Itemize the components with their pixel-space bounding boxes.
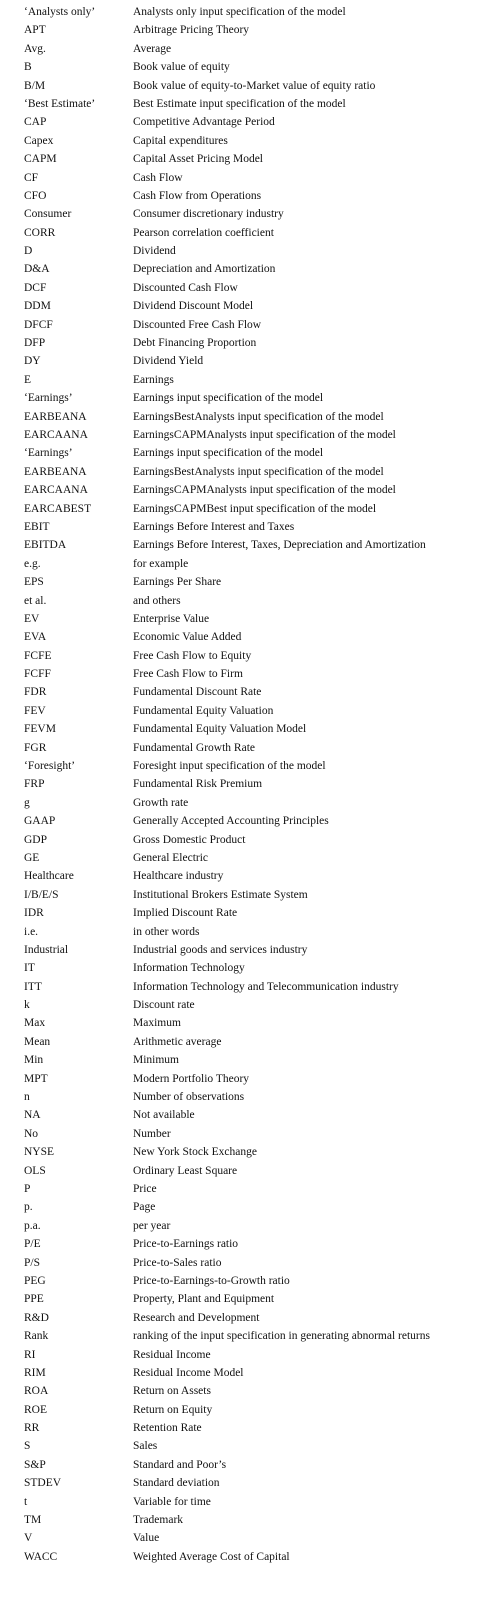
abbreviation-term: p.a. bbox=[24, 1219, 41, 1232]
abbreviation-term: S&P bbox=[24, 1458, 46, 1471]
abbreviation-definition: Retention Rate bbox=[133, 1422, 202, 1435]
abbreviation-definition: and others bbox=[133, 594, 181, 607]
abbreviation-term: FGR bbox=[24, 741, 47, 754]
abbreviation-row bbox=[0, 1033, 490, 1051]
abbreviation-row bbox=[0, 1364, 490, 1382]
abbreviation-term: t bbox=[24, 1495, 28, 1508]
abbreviation-term: Capex bbox=[24, 134, 54, 147]
abbreviation-row bbox=[0, 1014, 490, 1032]
abbreviation-definition: Economic Value Added bbox=[133, 631, 242, 644]
abbreviation-term: APT bbox=[24, 24, 46, 37]
abbreviation-term: k bbox=[24, 999, 30, 1012]
abbreviation-row bbox=[0, 831, 490, 849]
abbreviation-definition: Property, Plant and Equipment bbox=[133, 1293, 275, 1306]
abbreviation-definition: Price-to-Sales ratio bbox=[133, 1256, 222, 1269]
abbreviation-term: EV bbox=[24, 612, 40, 625]
abbreviation-definition: Debt Financing Proportion bbox=[133, 337, 257, 350]
abbreviation-definition: Industrial goods and services industry bbox=[133, 943, 308, 956]
abbreviation-term: CORR bbox=[24, 226, 56, 239]
abbreviation-definition: Consumer discretionary industry bbox=[133, 208, 284, 221]
abbreviation-definition: ranking of the input specification in generating abnormal returns bbox=[133, 1330, 430, 1343]
abbreviation-row bbox=[0, 1474, 490, 1492]
abbreviation-definition: Page bbox=[133, 1201, 156, 1214]
abbreviation-row bbox=[0, 3, 490, 21]
abbreviation-definition: Price bbox=[133, 1183, 157, 1195]
abbreviation-row bbox=[0, 260, 490, 278]
abbreviation-row bbox=[0, 371, 490, 389]
abbreviation-row bbox=[0, 628, 490, 646]
abbreviation-term: CAPM bbox=[24, 153, 57, 166]
abbreviation-row bbox=[0, 316, 490, 334]
abbreviation-term: TM bbox=[24, 1514, 42, 1527]
abbreviation-row bbox=[0, 555, 490, 573]
abbreviation-term: et al. bbox=[24, 594, 47, 607]
abbreviation-definition: Earnings Before Interest, Taxes, Depreciation and Amortization bbox=[133, 539, 426, 552]
abbreviation-term: EARCAANA bbox=[24, 428, 88, 441]
abbreviation-term: NA bbox=[24, 1109, 41, 1122]
abbreviation-row bbox=[0, 1217, 490, 1235]
abbreviation-definition: Residual Income bbox=[133, 1348, 211, 1361]
abbreviation-row bbox=[0, 1235, 490, 1253]
abbreviation-term: I/B/E/S bbox=[24, 888, 59, 901]
abbreviation-definition: Capital Asset Pricing Model bbox=[133, 153, 264, 166]
abbreviation-definition: Information Technology bbox=[133, 962, 245, 975]
abbreviation-term: Healthcare bbox=[24, 870, 74, 883]
abbreviation-term: MPT bbox=[24, 1072, 48, 1085]
abbreviation-row bbox=[0, 849, 490, 867]
abbreviation-row bbox=[0, 205, 490, 223]
abbreviation-definition: Return on Assets bbox=[133, 1385, 211, 1398]
abbreviation-definition: Discounted Free Cash Flow bbox=[133, 318, 262, 331]
abbreviation-term: p. bbox=[24, 1201, 33, 1214]
abbreviation-row bbox=[0, 500, 490, 518]
abbreviation-definition: Book value of equity bbox=[133, 61, 230, 74]
abbreviation-row bbox=[0, 224, 490, 242]
abbreviation-definition: Growth rate bbox=[133, 796, 189, 809]
abbreviation-definition: Earnings bbox=[133, 373, 174, 386]
abbreviation-row bbox=[0, 757, 490, 775]
abbreviation-term: IT bbox=[24, 962, 35, 975]
abbreviation-term: ROE bbox=[24, 1403, 47, 1416]
abbreviation-row bbox=[0, 1070, 490, 1088]
abbreviation-row bbox=[0, 1456, 490, 1474]
abbreviation-definition: Research and Development bbox=[133, 1311, 260, 1324]
abbreviation-definition: New York Stock Exchange bbox=[133, 1146, 257, 1159]
abbreviation-definition: Fundamental Equity Valuation bbox=[133, 704, 274, 717]
abbreviation-row bbox=[0, 426, 490, 444]
abbreviation-term: Avg. bbox=[24, 42, 46, 55]
abbreviation-term: CFO bbox=[24, 189, 47, 202]
abbreviation-definition: Generally Accepted Accounting Principles bbox=[133, 815, 329, 828]
abbreviation-row bbox=[0, 1548, 490, 1566]
abbreviation-term: EARBEANA bbox=[24, 465, 87, 478]
abbreviation-row bbox=[0, 996, 490, 1014]
abbreviation-row bbox=[0, 886, 490, 904]
abbreviation-term: EBIT bbox=[24, 520, 50, 533]
abbreviation-definition: EarningsBestAnalysts input specification of the model bbox=[133, 465, 384, 478]
abbreviation-term: WACC bbox=[24, 1550, 58, 1563]
abbreviation-term: ‘Earnings’ bbox=[24, 447, 73, 460]
abbreviation-definition: Information Technology and Telecommunication industry bbox=[133, 980, 399, 993]
abbreviation-definition: Variable for time bbox=[133, 1495, 211, 1508]
abbreviation-definition: Depreciation and Amortization bbox=[133, 263, 276, 276]
abbreviation-term: No bbox=[24, 1127, 39, 1140]
abbreviation-row bbox=[0, 1346, 490, 1364]
abbreviation-definition: Earnings Per Share bbox=[133, 576, 222, 589]
abbreviation-row bbox=[0, 702, 490, 720]
abbreviation-row bbox=[0, 867, 490, 885]
abbreviation-term: ROA bbox=[24, 1385, 49, 1398]
abbreviation-term: GE bbox=[24, 851, 40, 864]
abbreviation-term: PEG bbox=[24, 1274, 46, 1287]
abbreviation-term: n bbox=[24, 1091, 30, 1104]
abbreviation-term: E bbox=[24, 373, 32, 386]
abbreviation-term: ‘Earnings’ bbox=[24, 392, 73, 405]
abbreviation-term: ‘Analysts only’ bbox=[24, 6, 96, 18]
abbreviation-row bbox=[0, 1143, 490, 1161]
abbreviation-term: DDM bbox=[24, 300, 51, 313]
abbreviation-definition: Number bbox=[133, 1127, 171, 1140]
abbreviation-term: RR bbox=[24, 1422, 40, 1435]
abbreviation-term: NYSE bbox=[24, 1146, 55, 1159]
abbreviation-row bbox=[0, 592, 490, 610]
abbreviation-term: ITT bbox=[24, 980, 42, 993]
abbreviation-row bbox=[0, 279, 490, 297]
abbreviation-definition: Foresight input specification of the model bbox=[133, 760, 326, 773]
abbreviation-row bbox=[0, 1382, 490, 1400]
abbreviation-definition: Earnings Before Interest and Taxes bbox=[133, 520, 295, 533]
abbreviation-row bbox=[0, 1162, 490, 1180]
abbreviation-row bbox=[0, 481, 490, 499]
abbreviation-row bbox=[0, 444, 490, 462]
abbreviation-definition: Standard and Poor’s bbox=[133, 1458, 227, 1471]
abbreviation-definition: Institutional Brokers Estimate System bbox=[133, 888, 308, 901]
abbreviation-row bbox=[0, 518, 490, 536]
abbreviation-row bbox=[0, 352, 490, 370]
abbreviation-row bbox=[0, 1309, 490, 1327]
abbreviation-definition: Cash Flow bbox=[133, 171, 183, 184]
abbreviation-row bbox=[0, 1254, 490, 1272]
abbreviation-term: P/E bbox=[24, 1238, 41, 1251]
abbreviation-term: P bbox=[24, 1183, 31, 1195]
abbreviation-definition: Healthcare industry bbox=[133, 870, 224, 883]
abbreviation-term: GAAP bbox=[24, 815, 56, 828]
abbreviation-term: e.g. bbox=[24, 557, 41, 570]
abbreviation-definition: Fundamental Equity Valuation Model bbox=[133, 723, 307, 736]
abbreviation-row bbox=[0, 187, 490, 205]
abbreviation-definition: per year bbox=[133, 1219, 171, 1232]
abbreviation-term: FRP bbox=[24, 778, 45, 791]
abbreviation-row bbox=[0, 1051, 490, 1069]
abbreviation-term: EARCAANA bbox=[24, 484, 88, 497]
abbreviation-row bbox=[0, 132, 490, 150]
abbreviation-row bbox=[0, 463, 490, 481]
abbreviation-definition: Residual Income Model bbox=[133, 1366, 244, 1379]
abbreviation-row bbox=[0, 113, 490, 131]
abbreviation-definition: EarningsCAPMBest input specification of the model bbox=[133, 502, 377, 515]
abbreviation-row bbox=[0, 775, 490, 793]
abbreviation-definition: Capital expenditures bbox=[133, 134, 228, 147]
abbreviation-term: EBITDA bbox=[24, 539, 67, 552]
abbreviation-definition: Minimum bbox=[133, 1054, 180, 1067]
abbreviation-list bbox=[0, 3, 490, 1566]
abbreviation-row bbox=[0, 334, 490, 352]
abbreviation-term: g bbox=[24, 796, 30, 809]
abbreviation-definition: Ordinary Least Square bbox=[133, 1164, 238, 1177]
abbreviation-row bbox=[0, 959, 490, 977]
abbreviation-definition: Free Cash Flow to Equity bbox=[133, 649, 252, 662]
abbreviation-row bbox=[0, 1327, 490, 1345]
abbreviation-term: Mean bbox=[24, 1035, 51, 1048]
abbreviation-term: B bbox=[24, 61, 32, 74]
abbreviation-row bbox=[0, 720, 490, 738]
abbreviation-definition: in other words bbox=[133, 925, 200, 938]
abbreviation-definition: Fundamental Discount Rate bbox=[133, 686, 262, 699]
abbreviation-term: i.e. bbox=[24, 925, 39, 938]
abbreviation-definition: EarningsCAPMAnalysts input specification of the model bbox=[133, 484, 396, 497]
abbreviation-term: CAP bbox=[24, 116, 47, 129]
abbreviation-definition: for example bbox=[133, 557, 189, 570]
abbreviation-row bbox=[0, 77, 490, 95]
abbreviation-term: B/M bbox=[24, 79, 46, 92]
abbreviation-row bbox=[0, 1198, 490, 1216]
abbreviation-definition: Gross Domestic Product bbox=[133, 833, 246, 846]
abbreviation-row bbox=[0, 1180, 490, 1198]
abbreviation-definition: Sales bbox=[133, 1440, 158, 1453]
abbreviation-definition: Dividend bbox=[133, 245, 176, 258]
abbreviation-row bbox=[0, 40, 490, 58]
abbreviation-row bbox=[0, 794, 490, 812]
abbreviation-row bbox=[0, 1493, 490, 1511]
abbreviation-row bbox=[0, 923, 490, 941]
abbreviation-definition: Maximum bbox=[133, 1017, 181, 1030]
abbreviation-definition: Book value of equity-to-Market value of equity ratio bbox=[133, 79, 376, 92]
abbreviation-term: FDR bbox=[24, 686, 47, 699]
abbreviation-term: STDEV bbox=[24, 1477, 62, 1490]
abbreviation-definition: Arbitrage Pricing Theory bbox=[133, 24, 250, 37]
abbreviation-term: DFCF bbox=[24, 318, 53, 331]
abbreviation-row bbox=[0, 665, 490, 683]
abbreviation-term: D bbox=[24, 245, 33, 258]
abbreviation-definition: Discount rate bbox=[133, 999, 195, 1012]
abbreviation-definition: Price-to-Earnings ratio bbox=[133, 1238, 239, 1251]
abbreviation-term: FCFF bbox=[24, 668, 51, 681]
abbreviation-term: FEV bbox=[24, 704, 46, 717]
abbreviation-row bbox=[0, 1401, 490, 1419]
abbreviation-definition: Analysts only input specification of the model bbox=[133, 6, 346, 18]
abbreviation-term: DY bbox=[24, 355, 41, 368]
abbreviation-term: IDR bbox=[24, 907, 44, 920]
abbreviation-row bbox=[0, 610, 490, 628]
abbreviation-term: EVA bbox=[24, 631, 47, 644]
abbreviation-row bbox=[0, 1437, 490, 1455]
abbreviation-definition: Trademark bbox=[133, 1514, 184, 1527]
abbreviation-term: EARCABEST bbox=[24, 502, 92, 515]
abbreviation-definition: Value bbox=[133, 1532, 160, 1545]
abbreviation-definition: Fundamental Growth Rate bbox=[133, 741, 256, 754]
abbreviation-row bbox=[0, 169, 490, 187]
abbreviation-row bbox=[0, 904, 490, 922]
abbreviation-row bbox=[0, 978, 490, 996]
abbreviation-definition: Return on Equity bbox=[133, 1403, 213, 1416]
abbreviation-term: P/S bbox=[24, 1256, 40, 1269]
abbreviation-row bbox=[0, 941, 490, 959]
abbreviation-row bbox=[0, 389, 490, 407]
abbreviation-row bbox=[0, 297, 490, 315]
abbreviation-row bbox=[0, 1088, 490, 1106]
abbreviation-definition: Discounted Cash Flow bbox=[133, 281, 238, 294]
abbreviation-row bbox=[0, 812, 490, 830]
abbreviation-term: DFP bbox=[24, 337, 46, 350]
abbreviation-row bbox=[0, 573, 490, 591]
abbreviation-row bbox=[0, 1511, 490, 1529]
abbreviation-definition: EarningsCAPMAnalysts input specification of the model bbox=[133, 428, 396, 441]
abbreviation-row bbox=[0, 683, 490, 701]
abbreviation-term: OLS bbox=[24, 1164, 46, 1177]
abbreviation-term: D&A bbox=[24, 263, 50, 276]
abbreviation-definition: Best Estimate input specification of the model bbox=[133, 97, 346, 110]
abbreviation-definition: Price-to-Earnings-to-Growth ratio bbox=[133, 1274, 290, 1287]
abbreviation-definition: Pearson correlation coefficient bbox=[133, 226, 274, 239]
abbreviation-row bbox=[0, 408, 490, 426]
abbreviation-term: CF bbox=[24, 171, 39, 184]
abbreviation-term: EPS bbox=[24, 576, 44, 589]
abbreviation-definition: Not available bbox=[133, 1109, 195, 1122]
abbreviation-definition: Earnings input specification of the model bbox=[133, 447, 324, 460]
abbreviation-definition: Dividend Discount Model bbox=[133, 300, 254, 313]
abbreviation-definition: Free Cash Flow to Firm bbox=[133, 668, 243, 681]
abbreviation-row bbox=[0, 58, 490, 76]
abbreviation-term: RIM bbox=[24, 1366, 46, 1379]
abbreviation-definition: EarningsBestAnalysts input specification of the model bbox=[133, 410, 384, 423]
abbreviation-row bbox=[0, 95, 490, 113]
abbreviation-term: ‘Best Estimate’ bbox=[24, 97, 96, 110]
abbreviation-definition: Earnings input specification of the model bbox=[133, 392, 324, 405]
abbreviation-row bbox=[0, 1529, 490, 1547]
abbreviation-term: S bbox=[24, 1440, 31, 1453]
abbreviation-definition: Modern Portfolio Theory bbox=[133, 1072, 250, 1085]
abbreviation-term: DCF bbox=[24, 281, 47, 294]
abbreviation-term: Consumer bbox=[24, 208, 72, 221]
abbreviation-term: GDP bbox=[24, 833, 48, 846]
abbreviation-definition: Implied Discount Rate bbox=[133, 907, 238, 920]
abbreviation-definition: Arithmetic average bbox=[133, 1035, 222, 1048]
abbreviation-definition: Weighted Average Cost of Capital bbox=[133, 1550, 290, 1563]
abbreviation-row bbox=[0, 242, 490, 260]
abbreviation-row bbox=[0, 1290, 490, 1308]
abbreviation-row bbox=[0, 1272, 490, 1290]
abbreviation-term: V bbox=[24, 1532, 33, 1545]
abbreviation-term: FEVM bbox=[24, 723, 56, 736]
abbreviation-definition: General Electric bbox=[133, 851, 209, 864]
abbreviation-term: R&D bbox=[24, 1311, 49, 1324]
abbreviation-row bbox=[0, 150, 490, 168]
abbreviation-row bbox=[0, 647, 490, 665]
abbreviation-term: ‘Foresight’ bbox=[24, 760, 76, 773]
abbreviation-term: Industrial bbox=[24, 943, 69, 956]
abbreviation-definition: Number of observations bbox=[133, 1091, 245, 1104]
abbreviation-term: RI bbox=[24, 1348, 36, 1361]
abbreviation-definition: Cash Flow from Operations bbox=[133, 189, 262, 202]
abbreviation-definition: Fundamental Risk Premium bbox=[133, 778, 263, 791]
abbreviation-definition: Standard deviation bbox=[133, 1477, 220, 1490]
abbreviation-definition: Enterprise Value bbox=[133, 612, 210, 625]
abbreviation-term: FCFE bbox=[24, 649, 52, 662]
abbreviation-term: PPE bbox=[24, 1293, 44, 1306]
abbreviation-row bbox=[0, 1106, 490, 1124]
abbreviation-row bbox=[0, 536, 490, 554]
abbreviation-row bbox=[0, 21, 490, 39]
abbreviation-row bbox=[0, 739, 490, 757]
abbreviation-definition: Average bbox=[133, 42, 172, 55]
abbreviation-row bbox=[0, 1419, 490, 1437]
abbreviation-term: Max bbox=[24, 1017, 46, 1030]
abbreviation-term: Min bbox=[24, 1054, 44, 1067]
abbreviation-definition: Dividend Yield bbox=[133, 355, 204, 368]
abbreviation-term: Rank bbox=[24, 1330, 49, 1343]
abbreviation-term: EARBEANA bbox=[24, 410, 87, 423]
abbreviation-definition: Competitive Advantage Period bbox=[133, 116, 275, 129]
abbreviation-row bbox=[0, 1125, 490, 1143]
